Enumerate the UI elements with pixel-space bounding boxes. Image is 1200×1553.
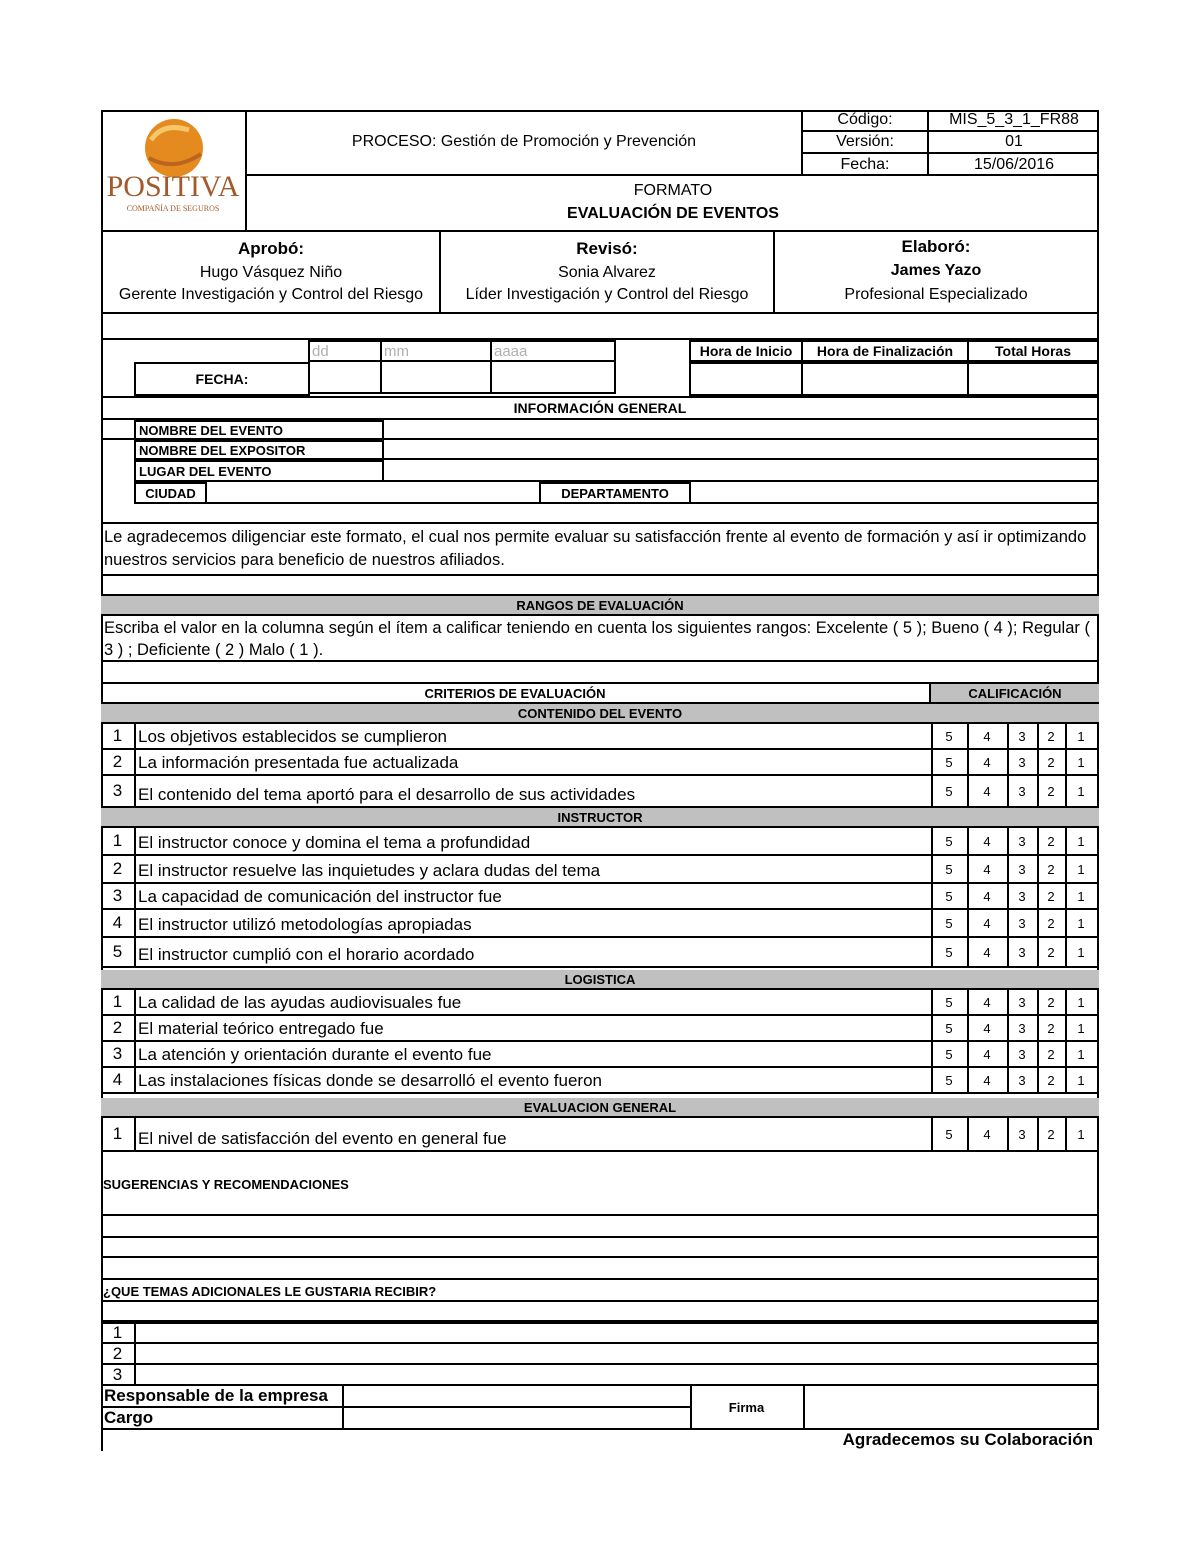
start-time-input[interactable] xyxy=(689,362,803,396)
rating-option[interactable]: 4 xyxy=(967,1042,1009,1068)
rating-option[interactable]: 5 xyxy=(931,856,969,884)
meta-label: Código: xyxy=(803,110,929,132)
approval-position: Profesional Especializado xyxy=(844,286,1028,303)
rating-option[interactable]: 5 xyxy=(931,750,969,776)
approval-role: Elaboró: xyxy=(901,237,971,256)
criteria-number: 2 xyxy=(101,1016,136,1042)
rating-option[interactable]: 5 xyxy=(931,884,969,910)
rating-option[interactable]: 3 xyxy=(1007,856,1039,884)
rating-option[interactable]: 4 xyxy=(967,776,1009,808)
rating-option[interactable]: 1 xyxy=(1065,724,1099,750)
rating-option[interactable]: 3 xyxy=(1007,1068,1039,1094)
ranges-text: Escriba el valor en la columna según el ítem a calificar teniendo en cuenta los siguientes rangos: Excelente ( 5 ); Bueno ( 4 ); Regular ( 3 ) ; Deficiente ( 2 ) Malo ( 1 ). xyxy=(101,616,1099,662)
approval-reviso xyxy=(441,232,775,312)
criteria-text: El instructor conoce y domina el tema a profundidad xyxy=(134,828,933,856)
suggestions-title: SUGERENCIAS Y RECOMENDACIONES xyxy=(103,1176,349,1192)
rating-option[interactable]: 1 xyxy=(1065,1042,1099,1068)
criteria-text: El instructor utilizó metodologías apropiadas xyxy=(134,910,933,938)
year-input[interactable] xyxy=(490,360,616,394)
rating-option[interactable]: 3 xyxy=(1007,750,1039,776)
criteria-number: 2 xyxy=(101,750,136,776)
section-header: LOGISTICA xyxy=(101,970,1099,990)
approval-position: Gerente Investigación y Control del Riesgo xyxy=(118,286,424,303)
speaker-name-input[interactable] xyxy=(382,440,1099,460)
row-line xyxy=(101,576,1099,596)
rating-option[interactable]: 1 xyxy=(1065,884,1099,910)
total-hours-input[interactable] xyxy=(967,362,1099,396)
event-place-input[interactable] xyxy=(382,460,1099,482)
criteria-number: 3 xyxy=(101,776,136,808)
rating-option[interactable]: 1 xyxy=(1065,828,1099,856)
approval-role: Revisó: xyxy=(576,239,638,258)
criteria-number: 1 xyxy=(101,724,136,750)
rating-option[interactable]: 3 xyxy=(1007,1118,1039,1152)
rating-option[interactable]: 1 xyxy=(1065,776,1099,808)
rating-option[interactable]: 2 xyxy=(1037,828,1067,856)
criteria-text: El contenido del tema aportó para el desarrollo de sus actividades xyxy=(134,776,933,808)
topics-title: ¿QUE TEMAS ADICIONALES LE GUSTARIA RECIBIR? xyxy=(103,1283,437,1299)
rating-option[interactable]: 4 xyxy=(967,884,1009,910)
rating-option[interactable]: 4 xyxy=(967,1016,1009,1042)
criteria-number: 5 xyxy=(101,938,136,968)
criteria-text: La calidad de las ayudas audiovisuales fue xyxy=(134,990,933,1016)
meta-value: MIS_5_3_1_FR88 xyxy=(929,110,1099,132)
rating-option[interactable]: 5 xyxy=(931,1118,969,1152)
rating-option[interactable]: 4 xyxy=(967,990,1009,1016)
rating-option[interactable]: 2 xyxy=(1037,724,1067,750)
section-header: INSTRUCTOR xyxy=(101,808,1099,828)
meta-value: 15/06/2016 xyxy=(973,156,1055,173)
responsible-label: Responsable de la empresa xyxy=(101,1386,344,1408)
city-input[interactable] xyxy=(205,482,539,504)
approval-position: Líder Investigación y Control del Riesgo xyxy=(465,286,749,303)
rating-option[interactable]: 3 xyxy=(1007,990,1039,1016)
date-grid xyxy=(308,340,616,392)
rating-option[interactable]: 5 xyxy=(931,828,969,856)
responsible-input[interactable] xyxy=(342,1386,692,1408)
format-label: FORMATO xyxy=(633,182,713,199)
row-line xyxy=(101,1214,1099,1216)
rating-option[interactable]: 5 xyxy=(931,724,969,750)
rating-option[interactable]: 2 xyxy=(1037,938,1067,968)
field-label: NOMBRE DEL EVENTO xyxy=(134,420,384,440)
year-placeholder: aaaa xyxy=(490,340,616,362)
event-name-input[interactable] xyxy=(382,420,1099,440)
rating-option[interactable]: 5 xyxy=(931,1068,969,1094)
rating-option[interactable]: 4 xyxy=(967,856,1009,884)
process-title: PROCESO: Gestión de Promoción y Prevención xyxy=(247,110,803,176)
rating-option[interactable]: 1 xyxy=(1065,938,1099,968)
approval-name: Sonia Alvarez xyxy=(558,264,656,281)
rating-option[interactable]: 3 xyxy=(1007,1016,1039,1042)
section-header: CONTENIDO DEL EVENTO xyxy=(101,704,1099,724)
department-input[interactable] xyxy=(689,482,1099,504)
topic-input[interactable] xyxy=(136,1344,1099,1365)
month-placeholder: mm xyxy=(380,340,492,362)
rating-option[interactable]: 1 xyxy=(1065,750,1099,776)
logo-brand: POSITIVA xyxy=(106,170,240,203)
topic-number: 1 xyxy=(101,1323,136,1344)
logo-subtitle: COMPAÑÍA DE SEGUROS xyxy=(126,203,220,213)
rating-option[interactable]: 5 xyxy=(931,1016,969,1042)
row-line xyxy=(101,662,1099,684)
rating-option[interactable]: 5 xyxy=(931,990,969,1016)
row-line xyxy=(101,504,1099,524)
approval-name: Hugo Vásquez Niño xyxy=(199,264,343,281)
cargo-label: Cargo xyxy=(101,1408,344,1430)
rating-option[interactable]: 3 xyxy=(1007,884,1039,910)
rating-option[interactable]: 1 xyxy=(1065,1068,1099,1094)
time-header: Hora de Inicio xyxy=(689,340,803,362)
rating-option[interactable]: 4 xyxy=(967,1068,1009,1094)
approval-elaboro xyxy=(775,232,1097,312)
rating-option[interactable]: 4 xyxy=(967,750,1009,776)
criteria-number: 1 xyxy=(101,990,136,1016)
criteria-number: 1 xyxy=(101,1118,136,1152)
time-header: Hora de Finalización xyxy=(801,340,969,362)
rating-option[interactable]: 3 xyxy=(1007,938,1039,968)
criteria-text: El nivel de satisfacción del evento en general fue xyxy=(134,1118,933,1152)
intro-text: Le agradecemos diligenciar este formato, el cual nos permite evaluar su satisfacción frente al evento de formación y así ir optimizando nuestros servicios para beneficio de nuestros afiliados. xyxy=(101,524,1099,576)
approval-aprobo xyxy=(101,232,441,312)
criteria-number: 4 xyxy=(101,1068,136,1094)
row-line xyxy=(101,1300,1099,1302)
rating-option[interactable]: 1 xyxy=(1065,910,1099,938)
meta-table xyxy=(803,110,1099,176)
time-header: Total Horas xyxy=(967,340,1099,362)
criteria-title: CRITERIOS DE EVALUACIÓN xyxy=(101,684,931,704)
firma-label: Firma xyxy=(690,1386,805,1430)
row-line xyxy=(101,1236,1099,1238)
criteria-text: El instructor resuelve las inquietudes y aclara dudas del tema xyxy=(134,856,933,884)
meta-value: 01 xyxy=(929,132,1099,154)
rating-option[interactable]: 4 xyxy=(967,1118,1009,1152)
cargo-input[interactable] xyxy=(342,1408,692,1430)
rating-option[interactable]: 1 xyxy=(1065,1016,1099,1042)
criteria-number: 3 xyxy=(101,884,136,910)
rating-option[interactable]: 2 xyxy=(1037,990,1067,1016)
rating-option[interactable]: 4 xyxy=(967,828,1009,856)
rating-option[interactable]: 2 xyxy=(1037,776,1067,808)
rating-option[interactable]: 5 xyxy=(931,938,969,968)
general-info-title: INFORMACIÓN GENERAL xyxy=(101,396,1099,420)
criteria-number: 4 xyxy=(101,910,136,938)
rating-option[interactable]: 3 xyxy=(1007,776,1039,808)
rating-option[interactable]: 2 xyxy=(1037,1118,1067,1152)
rating-option[interactable]: 5 xyxy=(931,1042,969,1068)
rating-option[interactable]: 2 xyxy=(1037,1042,1067,1068)
day-input[interactable] xyxy=(308,360,382,394)
criteria-text: La atención y orientación durante el evento fue xyxy=(134,1042,933,1068)
criteria-text: La capacidad de comunicación del instructor fue xyxy=(134,884,933,910)
rating-option[interactable]: 2 xyxy=(1037,1016,1067,1042)
department-label: DEPARTAMENTO xyxy=(539,482,691,504)
rating-option[interactable]: 3 xyxy=(1007,724,1039,750)
meta-label: Fecha: xyxy=(803,154,929,176)
logo xyxy=(101,110,247,232)
criteria-text: El instructor cumplió con el horario acordado xyxy=(134,938,933,968)
format-title: EVALUACIÓN DE EVENTOS xyxy=(567,205,779,222)
rating-title: CALIFICACIÓN xyxy=(931,684,1099,704)
rating-option[interactable]: 5 xyxy=(931,910,969,938)
criteria-text: La información presentada fue actualizada xyxy=(134,750,933,776)
rating-option[interactable]: 2 xyxy=(1037,1068,1067,1094)
city-label: CIUDAD xyxy=(134,482,207,504)
rating-option[interactable]: 4 xyxy=(967,910,1009,938)
topic-input[interactable] xyxy=(136,1365,1099,1386)
meta-label: Versión: xyxy=(803,132,929,154)
criteria-number: 1 xyxy=(101,828,136,856)
criteria-text: El material teórico entregado fue xyxy=(134,1016,933,1042)
criteria-number: 3 xyxy=(101,1042,136,1068)
section-header: EVALUACION GENERAL xyxy=(101,1098,1099,1118)
fecha-label: FECHA: xyxy=(134,362,310,396)
rating-option[interactable]: 2 xyxy=(1037,750,1067,776)
rating-option[interactable]: 2 xyxy=(1037,884,1067,910)
criteria-number: 2 xyxy=(101,856,136,884)
rating-option[interactable]: 2 xyxy=(1037,856,1067,884)
rating-option[interactable]: 5 xyxy=(931,776,969,808)
ranges-title: RANGOS DE EVALUACIÓN xyxy=(101,596,1099,616)
day-placeholder: dd xyxy=(308,340,382,362)
signature-box[interactable] xyxy=(803,1386,1099,1430)
rating-option[interactable]: 1 xyxy=(1065,856,1099,884)
approval-role: Aprobó: xyxy=(237,239,305,258)
topic-number: 3 xyxy=(101,1365,136,1386)
row-line xyxy=(101,1256,1099,1258)
topic-input[interactable] xyxy=(136,1323,1099,1344)
rating-option[interactable]: 3 xyxy=(1007,910,1039,938)
rating-option[interactable]: 1 xyxy=(1065,1118,1099,1152)
end-time-input[interactable] xyxy=(801,362,969,396)
rating-option[interactable]: 3 xyxy=(1007,828,1039,856)
month-input[interactable] xyxy=(380,360,492,394)
approval-name: James Yazo xyxy=(890,262,982,279)
criteria-text: Las instalaciones físicas donde se desarrolló el evento fueron xyxy=(134,1068,933,1094)
rating-option[interactable]: 4 xyxy=(967,724,1009,750)
field-label: LUGAR DEL EVENTO xyxy=(134,460,384,482)
rating-option[interactable]: 2 xyxy=(1037,910,1067,938)
rating-option[interactable]: 1 xyxy=(1065,990,1099,1016)
thanks-text: Agradecemos su Colaboración xyxy=(842,1430,1093,1449)
rating-option[interactable]: 3 xyxy=(1007,1042,1039,1068)
field-label: NOMBRE DEL EXPOSITOR xyxy=(134,440,384,460)
rating-option[interactable]: 4 xyxy=(967,938,1009,968)
criteria-text: Los objetivos establecidos se cumplieron xyxy=(134,724,933,750)
topic-number: 2 xyxy=(101,1344,136,1365)
